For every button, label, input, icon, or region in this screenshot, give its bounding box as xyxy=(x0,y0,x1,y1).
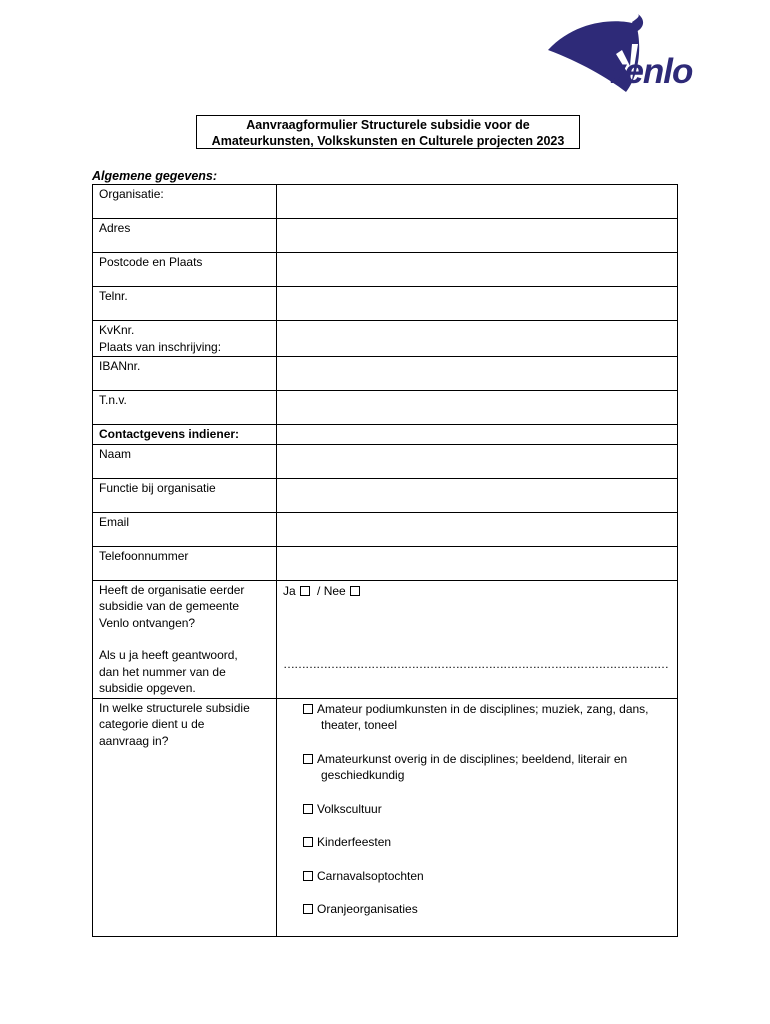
label-earlier-subsidy xyxy=(93,580,277,698)
label-postcode: Postcode en Plaats xyxy=(93,253,277,287)
table-row xyxy=(93,444,678,478)
category-checkbox[interactable] xyxy=(303,904,313,914)
category-checkbox[interactable] xyxy=(303,837,313,847)
no-checkbox[interactable] xyxy=(350,586,360,596)
label-plaats-inschrijving: Plaats van inschrijving: xyxy=(99,339,222,354)
label-tnv: T.n.v. xyxy=(93,391,277,425)
table-row xyxy=(93,357,678,391)
category-checkbox[interactable] xyxy=(303,804,313,814)
category-checkbox[interactable] xyxy=(303,704,313,714)
label-email: Email xyxy=(93,512,277,546)
input-postcode[interactable] xyxy=(277,253,678,287)
section-heading-general: Algemene gegevens: xyxy=(92,169,218,183)
input-telnr[interactable] xyxy=(277,287,678,321)
input-tnv[interactable] xyxy=(277,391,678,425)
category-question-line: In welke structurele subsidie xyxy=(99,700,250,715)
no-label: / Nee xyxy=(317,583,346,598)
form-title-box xyxy=(196,115,580,149)
followup-line: subsidie opgeven. xyxy=(99,681,196,695)
label-naam: Naam xyxy=(93,444,277,478)
label-telefoon: Telefoonnummer xyxy=(93,546,277,580)
input-ibannr[interactable] xyxy=(277,357,678,391)
category-checkbox[interactable] xyxy=(303,754,313,764)
table-row xyxy=(93,287,678,321)
category-option-label: Amateurkunst overig in de disciplines; beeldend, literair en geschiedkundig xyxy=(317,751,628,782)
table-row xyxy=(93,425,678,445)
table-row xyxy=(93,512,678,546)
input-kvknr[interactable] xyxy=(277,321,678,357)
input-adres[interactable] xyxy=(277,219,678,253)
question-line: Heeft de organisatie eerder xyxy=(99,582,245,597)
category-checkbox[interactable] xyxy=(303,871,313,881)
question-line: subsidie van de gemeente xyxy=(99,599,240,613)
followup-line: dan het nummer van de xyxy=(99,664,226,679)
category-question-line: aanvraag in? xyxy=(99,733,169,748)
category-option-label: Oranjeorganisaties xyxy=(317,902,418,916)
form-title-line2: Amateurkunsten, Volkskunsten en Culturele projecten 2023 xyxy=(211,134,565,148)
category-option[interactable] xyxy=(299,701,671,734)
category-option[interactable] xyxy=(299,801,671,818)
table-row xyxy=(93,546,678,580)
input-email[interactable] xyxy=(277,512,678,546)
application-form-table xyxy=(92,184,678,937)
table-row xyxy=(93,478,678,512)
category-option-label: Volkscultuur xyxy=(317,801,382,816)
input-telefoon[interactable] xyxy=(277,546,678,580)
input-organisatie[interactable] xyxy=(277,185,678,219)
table-row xyxy=(93,219,678,253)
category-option[interactable] xyxy=(299,751,671,784)
earlier-subsidy-answer xyxy=(277,580,678,698)
label-kvknr-text: KvKnr. xyxy=(99,323,135,337)
label-ibannr: IBANnr. xyxy=(93,357,277,391)
label-adres: Adres xyxy=(93,219,277,253)
yes-checkbox[interactable] xyxy=(300,586,310,596)
category-option-label: Kinderfeesten xyxy=(317,835,392,849)
contact-heading: Contactgevens indiener: xyxy=(93,425,277,445)
category-option-label: Amateur podiumkunsten in de disciplines; muziek, zang, dans, theater, toneel xyxy=(317,701,649,732)
category-option[interactable] xyxy=(299,901,671,918)
yes-label: Ja xyxy=(283,583,296,598)
label-telnr: Telnr. xyxy=(93,287,277,321)
table-row xyxy=(93,185,678,219)
input-functie[interactable] xyxy=(277,478,678,512)
category-question-line: categorie dient u de xyxy=(99,717,205,731)
table-row xyxy=(93,321,678,357)
label-category xyxy=(93,698,277,936)
table-row xyxy=(93,391,678,425)
table-row xyxy=(93,253,678,287)
table-row xyxy=(93,698,678,936)
form-title-line1: Aanvraagformulier Structurele subsidie voor de xyxy=(246,118,530,132)
input-naam[interactable] xyxy=(277,444,678,478)
label-kvknr xyxy=(93,321,277,357)
question-line: Venlo ontvangen? xyxy=(99,615,196,630)
category-option-label: Carnavalsoptochten xyxy=(317,868,424,883)
category-option[interactable] xyxy=(299,868,671,885)
category-options xyxy=(277,698,678,936)
label-functie: Functie bij organisatie xyxy=(93,478,277,512)
table-row xyxy=(93,580,678,698)
contact-heading-spacer xyxy=(277,425,678,445)
followup-line: Als u ja heeft geantwoord, xyxy=(99,648,238,662)
label-organisatie: Organisatie: xyxy=(93,185,277,219)
logo-text: venlo xyxy=(606,52,693,91)
subsidy-number-line[interactable]: …………………………………………………………………………………………… xyxy=(283,657,668,671)
category-option[interactable] xyxy=(299,834,671,851)
